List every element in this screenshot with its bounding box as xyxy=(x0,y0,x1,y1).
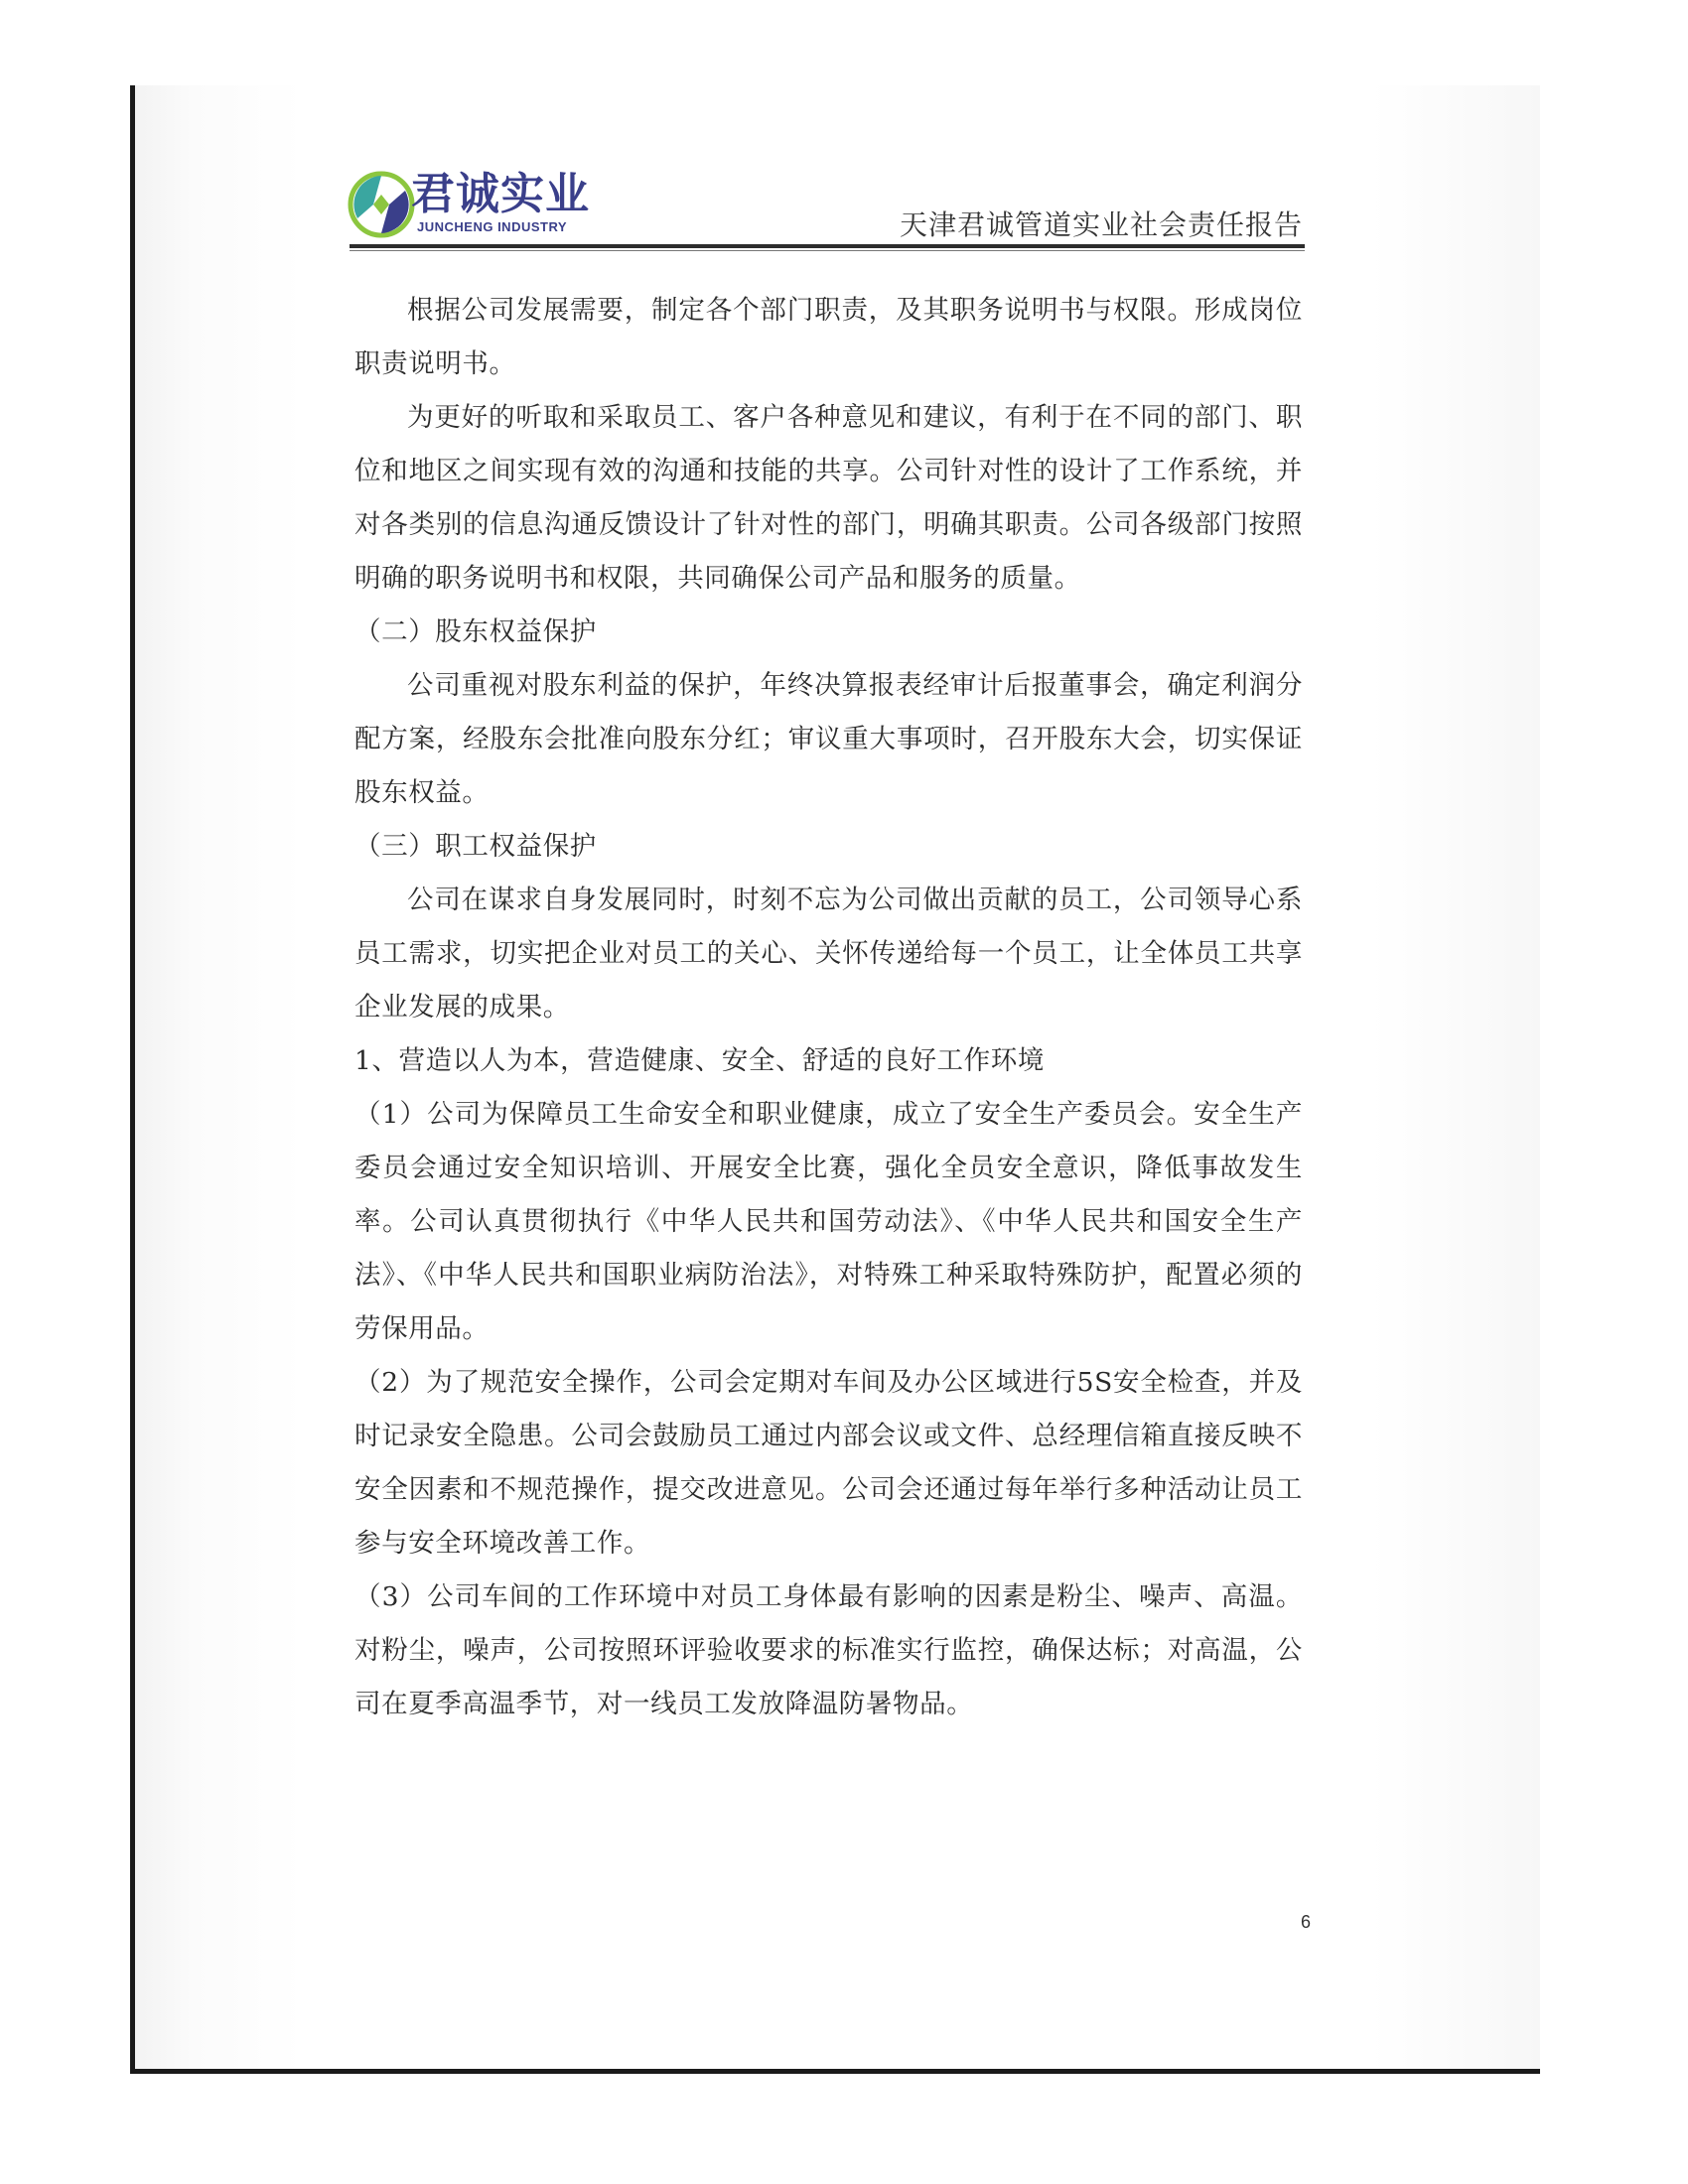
document-body xyxy=(354,284,1303,1731)
scan-edge-bottom xyxy=(130,2069,1540,2074)
company-logo xyxy=(348,169,590,240)
report-title: 天津君诚管道实业社会责任报告 xyxy=(899,208,1303,241)
page-number: 6 xyxy=(1301,1912,1312,1932)
header-rule-thin xyxy=(350,250,1305,251)
section-heading: （二）股东权益保护 xyxy=(354,616,597,647)
subsection-heading: 1、营造以人为本，营造健康、安全、舒适的良好工作环境 xyxy=(354,1045,1045,1076)
paragraph: 公司重视对股东利益的保护，年终决算报表经审计后报董事会，确定利润分配方案，经股东会批准向股东分红；审议重大事项时，召开股东大会，切实保证股东权益。 xyxy=(354,670,1303,808)
scan-edge-left xyxy=(130,85,135,2074)
logo-english-name: JUNCHENG INDUSTRY xyxy=(417,219,568,234)
paragraph: 公司在谋求自身发展同时，时刻不忘为公司做出贡献的员工，公司领导心系员工需求，切实把企业对员工的关心、关怀传递给每一个员工，让全体员工共享企业发展的成果。 xyxy=(354,885,1303,1023)
paragraph: 为更好的听取和采取员工、客户各种意见和建议，有利于在不同的部门、职位和地区之间实现有效的沟通和技能的共享。公司针对性的设计了工作系统，并对各类别的信息沟通反馈设计了针对性的部门，明确其职责。公司各级部门按照明确的职务说明书和权限，共同确保公司产品和服务的质量。 xyxy=(354,402,1303,594)
paragraph: （1）公司为保障员工生命安全和职业健康，成立了安全生产委员会。安全生产委员会通过安全知识培训、开展安全比赛，强化全员安全意识，降低事故发生率。公司认真贯彻执行《中华人民共和国劳动法》、《中华人民共和国安全生产法》、《中华人民共和国职业病防治法》，对特殊工种采取特殊防护，配置必须的劳保用品。 xyxy=(354,1099,1303,1344)
paragraph: 根据公司发展需要，制定各个部门职责，及其职务说明书与权限。形成岗位职责说明书。 xyxy=(354,295,1303,379)
paragraph: （3）公司车间的工作环境中对员工身体最有影响的因素是粉尘、噪声、高温。对粉尘，噪声，公司按照环评验收要求的标准实行监控，确保达标；对高温，公司在夏季高温季节，对一线员工发放降温防暑物品。 xyxy=(354,1581,1303,1719)
logo-chinese-name: 君诚实业 xyxy=(411,169,590,219)
logo-mark-icon xyxy=(348,171,415,238)
section-heading: （三）职工权益保护 xyxy=(354,831,597,862)
header-rule xyxy=(350,244,1305,248)
paragraph: （2）为了规范安全操作，公司会定期对车间及办公区域进行5S安全检查，并及时记录安全隐患。公司会鼓励员工通过内部会议或文件、总经理信箱直接反映不安全因素和不规范操作，提交改进意见。公司会还通过每年举行多种活动让员工参与安全环境改善工作。 xyxy=(354,1367,1303,1559)
